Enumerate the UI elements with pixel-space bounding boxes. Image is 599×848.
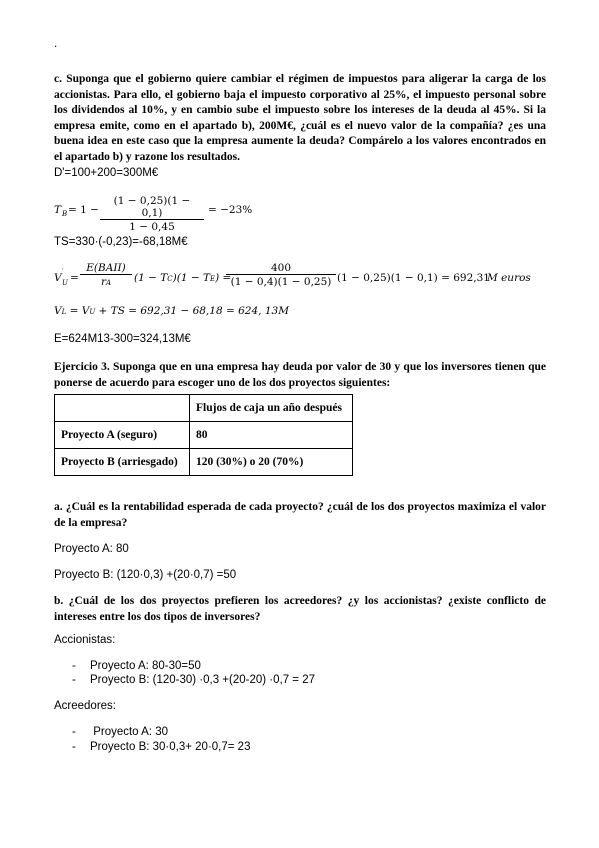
list-item: Proyecto B: 30·0,3+ 20·0,7= 23 [90,741,251,753]
question-a: a. ¿Cuál es la rentabilidad esperada de cada proyecto? ¿cuál de los dos proyectos maximiza el valor de la empresa? [54,501,546,529]
section-c-prompt: c. Suponga que el gobierno quiere cambiar el régimen de impuestos para aligerar la carga de los accionistas. Para ello, el gobierno baja el impuesto corporativo al 25%, el impuesto personal sobre los dividendos al 10%, y en cambio sube el impuesto sobre los intereses de la deuda al 45%. Si la empresa emite, como en el apartado b), 200M€, ¿cuál es el nuevo valor de la compañía? ¿es una buena idea en este caso que la empresa aumente la deuda? Compárelo a los valores encontrados en el apartado b) y razone los resultados. [54,73,546,163]
accionistas-label: Accionistas: [54,634,116,646]
ts-line: TS=330·(-0,23)=-68,18M€ [54,236,188,248]
exercise3-prompt: Ejercicio 3. Suponga que en una empresa hay deuda por valor de 30 y que los inversores tienen que ponerse de acuerdo para escoger uno de los dos proyectos siguientes: [54,361,546,389]
list-item: Proyecto A: 80-30=50 [90,660,201,672]
table-cell: Proyecto B (arriesgado) [55,449,190,476]
table-row [55,422,353,449]
vu-fraction-1: E(BAII) rA [80,262,132,288]
answer-a-line-2: Proyecto B: (120·0,3) +(20·0,7) =50 [54,569,237,581]
e-line: E=624M13-300=324,13M€ [54,333,191,345]
list-bullet: - [72,660,76,672]
table-header-row [55,395,353,422]
document-page: . c. Suponga que el gobierno quiere cambiar el régimen de impuestos para aligerar la carga de los accionistas. Para ello, el gobierno baja el impuesto corporativo al 25%, el impuesto personal sobre los dividendos al 10%, y en cambio sube el impuesto sobre los intereses de la deuda al 45%. Si la empresa emite, como en el apartado b), 200M€, ¿cuál es el nuevo valor de la compañía? ¿es una buena idea en este caso que la empresa aumente la deuda? Compárelo a los valores encontrados en el apartado b) y razone los resultados. D'=100+200=300M€ T B = 1 − $\frac{(1 - 0,25)(1 - 0,1)}{1 - 0,45}$ = −23% TS=330·(-0,23)=-68,18M€ V ′ U = E(BAII) rA (1 − TC)(1 − TE) = $\frac{400}{(1 - 0,4)(1 - 0,25)}$ (1 − 0,25)(1 − 0,1) = 692,31 M euros VL = VU + TS = 692,31 − 68,18 = 624, 13M E=624M13-300=324,13M€ Ejercicio 3. Suponga que en una empresa hay deuda por valor de 30 y que los inversores tienen que ponerse de acuerdo para escoger uno de los dos proyectos siguientes: Flujos de caja un año después Proyecto A (seguro) 80 Proyecto B (arriesgado) 120 (30%) o 20 (70%) a. ¿Cuál es la rentabilidad esperada de cada proyecto? ¿cuál de los dos proyectos maximiza el valor de la empresa? Proyecto A: 80 Proyecto B: (120·0,3) +(20·0,7) =50 b. ¿Cuál de los dos proyectos prefieren los acreedores? ¿y los accionistas? ¿existe conflicto de intereses entre los dos tipos de inversores? Accionistas: - Proyecto A: 80-30=50 - Proyecto B: (120-30) ·0,3 +(20-20) ·0,7 = 27 Acreedores: - Proyecto A: 30 - Proyecto B: 30·0,3+ 20·0,7= 23 [54,38,546,753]
list-item: Proyecto B: (120-30) ·0,3 +(20-20) ·0,7 = 27 [90,674,316,686]
acreedores-label: Acreedores: [54,700,117,712]
question-b: b. ¿Cuál de los dos proyectos prefieren los acreedores? ¿y los accionistas? ¿existe conflicto de intereses entre los dos tipos de inversores? [54,595,546,623]
list-bullet: - [72,741,76,753]
table-cell [55,395,190,422]
table-cell: 120 (30%) o 20 (70%) [190,449,353,476]
d-line: D'=100+200=300M€ [54,167,159,179]
answer-a-line-1: Proyecto A: 80 [54,543,129,555]
table-header-cell: Flujos de caja un año después [190,395,353,422]
page-dot: . [54,38,58,50]
table-row [55,449,353,476]
vu-fraction-2: $\frac{400}{(1 - 0,4)(1 - 0,25)}$ [226,262,336,288]
table-cell: Proyecto A (seguro) [55,422,190,449]
list-bullet: - [72,726,76,738]
table-cell: 80 [190,422,353,449]
tb-fraction: $\frac{(1 - 0,25)(1 - 0,1)}{1 - 0,45}$ [100,195,204,233]
list-bullet: - [72,674,76,686]
list-item: Proyecto A: 30 [90,726,168,738]
projects-table [54,394,353,476]
